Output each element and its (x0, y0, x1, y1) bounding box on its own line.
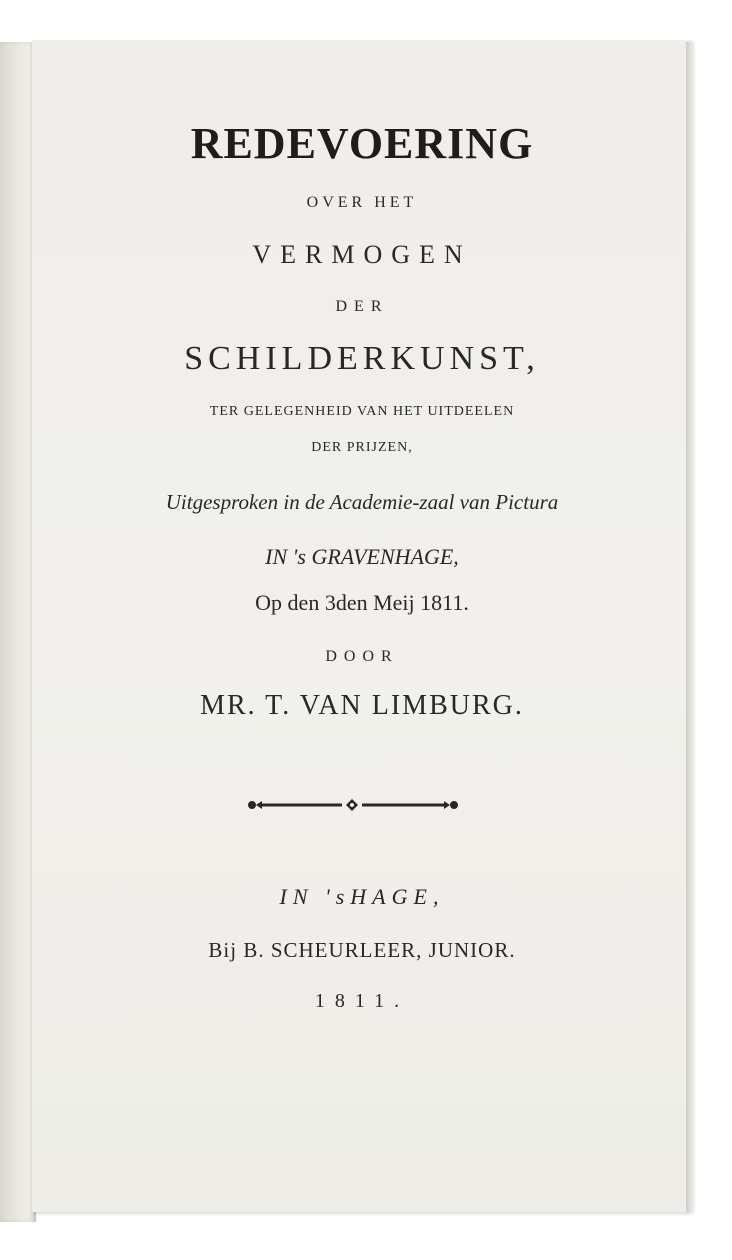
title-page (32, 40, 692, 1212)
facing-page-edge (0, 42, 36, 1222)
date-line: Op den 3den Meij 1811. (255, 590, 469, 615)
subtitle-subject: SCHILDERKUNST, (184, 340, 540, 377)
typographic-rule-ornament-icon (246, 794, 460, 816)
author-name: MR. T. VAN LIMBURG. (200, 690, 524, 721)
occasion-line-2: DER PRIJZEN, (311, 440, 413, 455)
city-line: IN 's GRAVENHAGE, (265, 544, 459, 569)
subtitle-vermogen: VERMOGEN (252, 240, 472, 269)
venue-line: Uitgesproken in de Academie-zaal van Pictura (165, 490, 559, 514)
occasion-line-1: TER GELEGENHEID VAN HET UITDEELEN (209, 404, 515, 419)
subtitle-over: OVER HET (306, 194, 418, 211)
imprint-place: IN 'sHAGE, (279, 884, 445, 909)
subtitle-der: DER (335, 298, 389, 315)
by-label: DOOR (325, 648, 399, 665)
page-edge-shadow (686, 42, 696, 1212)
book-title: REDEVOERING (190, 119, 534, 168)
imprint-year: 1811. (314, 990, 410, 1012)
imprint-printer: Bij B. SCHEURLEER, JUNIOR. (208, 938, 516, 962)
